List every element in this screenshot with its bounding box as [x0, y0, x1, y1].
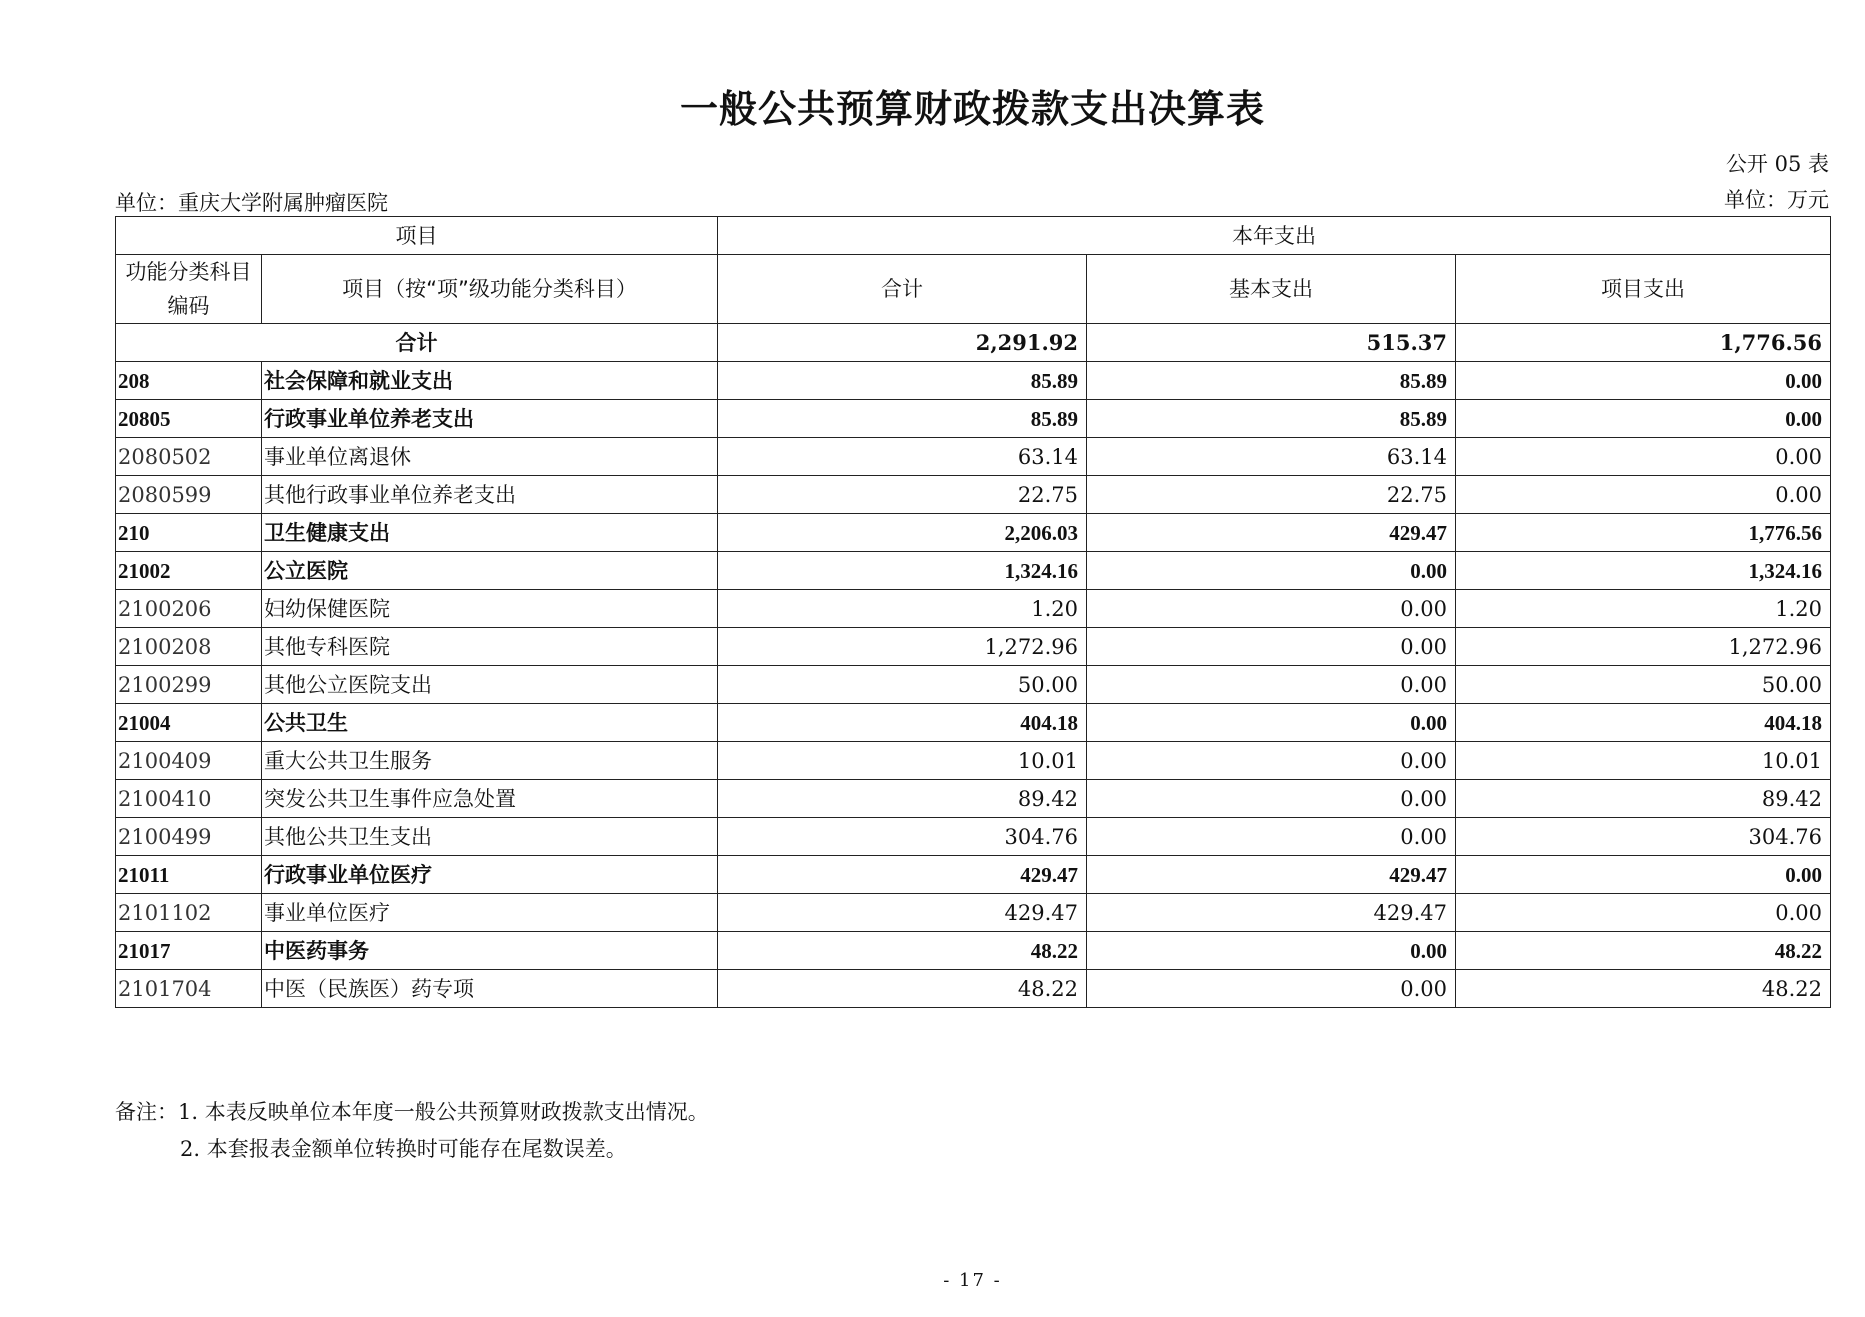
row-name: 其他行政事业单位养老支出 — [262, 476, 718, 514]
row-basic: 0.00 — [1087, 780, 1456, 818]
row-total: 63.14 — [718, 438, 1087, 476]
header-current-year: 本年支出 — [718, 217, 1831, 255]
row-name: 卫生健康支出 — [262, 514, 718, 552]
table-row — [116, 970, 1831, 1008]
note-line-2: 2. 本套报表金额单位转换时可能存在尾数误差。 — [180, 1137, 627, 1161]
row-name: 公共卫生 — [262, 704, 718, 742]
row-name: 其他专科医院 — [262, 628, 718, 666]
row-name: 事业单位离退休 — [262, 438, 718, 476]
table-row — [116, 590, 1831, 628]
row-code: 210 — [116, 514, 262, 552]
row-basic: 0.00 — [1087, 704, 1456, 742]
row-code: 2100409 — [116, 742, 262, 780]
row-code: 21002 — [116, 552, 262, 590]
total-row — [116, 324, 1831, 362]
row-name: 妇幼保健医院 — [262, 590, 718, 628]
header-row-top — [116, 217, 1831, 255]
row-project: 48.22 — [1456, 932, 1831, 970]
row-basic: 0.00 — [1087, 628, 1456, 666]
row-code: 208 — [116, 362, 262, 400]
row-name: 突发公共卫生事件应急处置 — [262, 780, 718, 818]
row-code: 2100410 — [116, 780, 262, 818]
row-basic: 0.00 — [1087, 970, 1456, 1008]
row-basic: 429.47 — [1087, 856, 1456, 894]
row-total: 2,206.03 — [718, 514, 1087, 552]
row-name: 行政事业单位养老支出 — [262, 400, 718, 438]
row-total: 48.22 — [718, 932, 1087, 970]
row-code: 2100499 — [116, 818, 262, 856]
table-row — [116, 780, 1831, 818]
total-label: 合计 — [116, 324, 718, 362]
row-project: 0.00 — [1456, 476, 1831, 514]
table-row — [116, 552, 1831, 590]
row-total: 404.18 — [718, 704, 1087, 742]
header-basic: 基本支出 — [1087, 255, 1456, 324]
total-basic: 515.37 — [1087, 324, 1456, 362]
row-project: 0.00 — [1456, 438, 1831, 476]
row-basic: 85.89 — [1087, 400, 1456, 438]
row-code: 2100299 — [116, 666, 262, 704]
row-code: 2101704 — [116, 970, 262, 1008]
row-code: 2100208 — [116, 628, 262, 666]
row-code: 21011 — [116, 856, 262, 894]
note-line-1: 备注：1. 本表反映单位本年度一般公共预算财政拨款支出情况。 — [115, 1100, 709, 1124]
row-basic: 22.75 — [1087, 476, 1456, 514]
row-project: 404.18 — [1456, 704, 1831, 742]
row-basic: 0.00 — [1087, 590, 1456, 628]
row-name: 中医药事务 — [262, 932, 718, 970]
table-row — [116, 438, 1831, 476]
row-total: 48.22 — [718, 970, 1087, 1008]
row-project: 89.42 — [1456, 780, 1831, 818]
row-basic: 85.89 — [1087, 362, 1456, 400]
row-total: 85.89 — [718, 400, 1087, 438]
row-code: 20805 — [116, 400, 262, 438]
row-total: 10.01 — [718, 742, 1087, 780]
row-total: 429.47 — [718, 894, 1087, 932]
row-code: 21004 — [116, 704, 262, 742]
row-project: 0.00 — [1456, 856, 1831, 894]
row-project: 1.20 — [1456, 590, 1831, 628]
row-basic: 0.00 — [1087, 932, 1456, 970]
row-total: 1,324.16 — [718, 552, 1087, 590]
row-code: 2080502 — [116, 438, 262, 476]
table-row — [116, 856, 1831, 894]
row-basic: 0.00 — [1087, 666, 1456, 704]
reporting-unit: 单位：重庆大学附属肿瘤医院 — [115, 191, 388, 215]
row-code: 2101102 — [116, 894, 262, 932]
row-project: 10.01 — [1456, 742, 1831, 780]
table-row — [116, 742, 1831, 780]
row-name: 社会保障和就业支出 — [262, 362, 718, 400]
form-code: 公开 05 表 — [1725, 152, 1829, 176]
table-row — [116, 628, 1831, 666]
row-name: 其他公共卫生支出 — [262, 818, 718, 856]
header-project-expenditure: 项目支出 — [1456, 255, 1831, 324]
total-project: 1,776.56 — [1456, 324, 1831, 362]
header-total: 合计 — [718, 255, 1087, 324]
table-row — [116, 818, 1831, 856]
page-title: 一般公共预算财政拨款支出决算表 — [679, 87, 1265, 131]
currency-unit: 单位：万元 — [1724, 188, 1829, 212]
row-name: 公立医院 — [262, 552, 718, 590]
row-code: 21017 — [116, 932, 262, 970]
row-code: 2080599 — [116, 476, 262, 514]
row-name: 行政事业单位医疗 — [262, 856, 718, 894]
page-number: - 17 - — [943, 1270, 1002, 1291]
header-code: 功能分类科目编码 — [116, 255, 262, 324]
row-basic: 0.00 — [1087, 742, 1456, 780]
row-project: 1,324.16 — [1456, 552, 1831, 590]
header-row-columns — [116, 255, 1831, 324]
row-total: 85.89 — [718, 362, 1087, 400]
row-project: 48.22 — [1456, 970, 1831, 1008]
expenditure-table — [115, 216, 1831, 1008]
row-project: 0.00 — [1456, 400, 1831, 438]
table-row — [116, 362, 1831, 400]
row-basic: 0.00 — [1087, 818, 1456, 856]
row-total: 89.42 — [718, 780, 1087, 818]
row-project: 0.00 — [1456, 362, 1831, 400]
row-total: 1,272.96 — [718, 628, 1087, 666]
row-name: 中医（民族医）药专项 — [262, 970, 718, 1008]
row-project: 1,272.96 — [1456, 628, 1831, 666]
table-row — [116, 894, 1831, 932]
total-amount: 2,291.92 — [718, 324, 1087, 362]
row-total: 50.00 — [718, 666, 1087, 704]
row-name: 重大公共卫生服务 — [262, 742, 718, 780]
row-basic: 63.14 — [1087, 438, 1456, 476]
table-row — [116, 400, 1831, 438]
table-row — [116, 704, 1831, 742]
row-total: 429.47 — [718, 856, 1087, 894]
row-basic: 429.47 — [1087, 894, 1456, 932]
header-item: 项目（按“项”级功能分类科目） — [262, 255, 718, 324]
row-total: 304.76 — [718, 818, 1087, 856]
row-code: 2100206 — [116, 590, 262, 628]
notes — [115, 1094, 709, 1168]
table-row — [116, 666, 1831, 704]
row-basic: 0.00 — [1087, 552, 1456, 590]
table-row — [116, 476, 1831, 514]
header-project: 项目 — [116, 217, 718, 255]
row-project: 50.00 — [1456, 666, 1831, 704]
row-name: 其他公立医院支出 — [262, 666, 718, 704]
table-row — [116, 514, 1831, 552]
row-total: 1.20 — [718, 590, 1087, 628]
row-basic: 429.47 — [1087, 514, 1456, 552]
row-project: 0.00 — [1456, 894, 1831, 932]
row-total: 22.75 — [718, 476, 1087, 514]
table-row — [116, 932, 1831, 970]
row-project: 1,776.56 — [1456, 514, 1831, 552]
row-project: 304.76 — [1456, 818, 1831, 856]
row-name: 事业单位医疗 — [262, 894, 718, 932]
